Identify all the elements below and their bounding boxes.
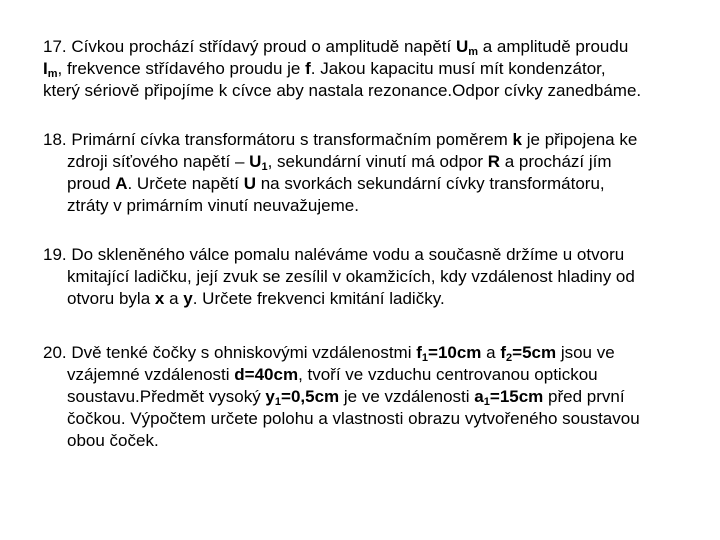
problem-17	[43, 36, 693, 102]
text-line: vzájemné vzdálenosti d=40cm, tvoří ve vzduchu centrovanou optickou	[67, 365, 598, 384]
variable: $f_2=5cm$	[500, 343, 557, 364]
text-line: ztráty v primárním vinutí neuvažujeme.	[67, 196, 359, 215]
variable: $f_1=10cm$	[416, 343, 482, 364]
variable: A	[115, 174, 128, 193]
variable: $I_m$	[43, 59, 58, 80]
text-line: čočkou. Výpočtem určete polohu a vlastnosti obrazu vytvořeného soustavou	[67, 409, 640, 428]
problem-20	[43, 342, 693, 452]
text-line: otvoru byla x a y. Určete frekvenci kmitání ladičky.	[67, 289, 445, 308]
variable: y	[183, 289, 193, 308]
variable: x	[154, 289, 165, 308]
text-line: 18. Primární cívka transformátoru s transformačním poměrem k je připojena ke	[43, 130, 638, 149]
text-line: kmitající ladičku, její zvuk se zesílil v okamžicích, kdy vzdálenost hladiny od	[67, 267, 635, 286]
variable: d=40cm	[234, 365, 299, 384]
text-line: proud A. Určete napětí U na svorkách sekundární cívky transformátoru,	[67, 174, 605, 193]
problem-18	[43, 129, 693, 217]
variable: U	[243, 174, 256, 193]
variable: $y_1=0,5cm$	[265, 387, 340, 408]
text-line: který sériově připojíme k cívce aby nastala rezonance.Odpor cívky zanedbáme.	[43, 81, 642, 100]
problem-19	[43, 244, 693, 310]
variable: $a_1=15cm$	[474, 387, 544, 408]
text-line: 19. Do skleněného válce pomalu naléváme vodu a současně držíme u otvoru	[43, 245, 625, 264]
variable: $U_m$	[455, 37, 479, 58]
text-line: 20. Dvě tenké čočky s ohniskovými vzdálenostmi $f_1=10cm$ a $f_2=5cm$ jsou ve	[43, 343, 615, 364]
variable: R	[487, 152, 501, 171]
text-line: 17. Cívkou prochází střídavý proud o amplitudě napětí $U_m$ a amplitudě proudu	[43, 37, 629, 58]
variable: $U_1$	[249, 152, 268, 173]
variable: f	[305, 59, 311, 78]
variable: k	[512, 130, 523, 149]
text-line: $I_m$, frekvence střídavého proudu je f. Jakou kapacitu musí mít kondenzátor,	[43, 59, 606, 80]
text-line: zdroji síťového napětí – $U_1$, sekundární vinutí má odpor R a prochází jím	[67, 152, 612, 173]
text-line: obou čoček.	[67, 431, 159, 450]
text-line: soustavu.Předmět vysoký $y_1=0,5cm$ je ve vzdálenosti $a_1=15cm$ před první	[67, 387, 625, 408]
